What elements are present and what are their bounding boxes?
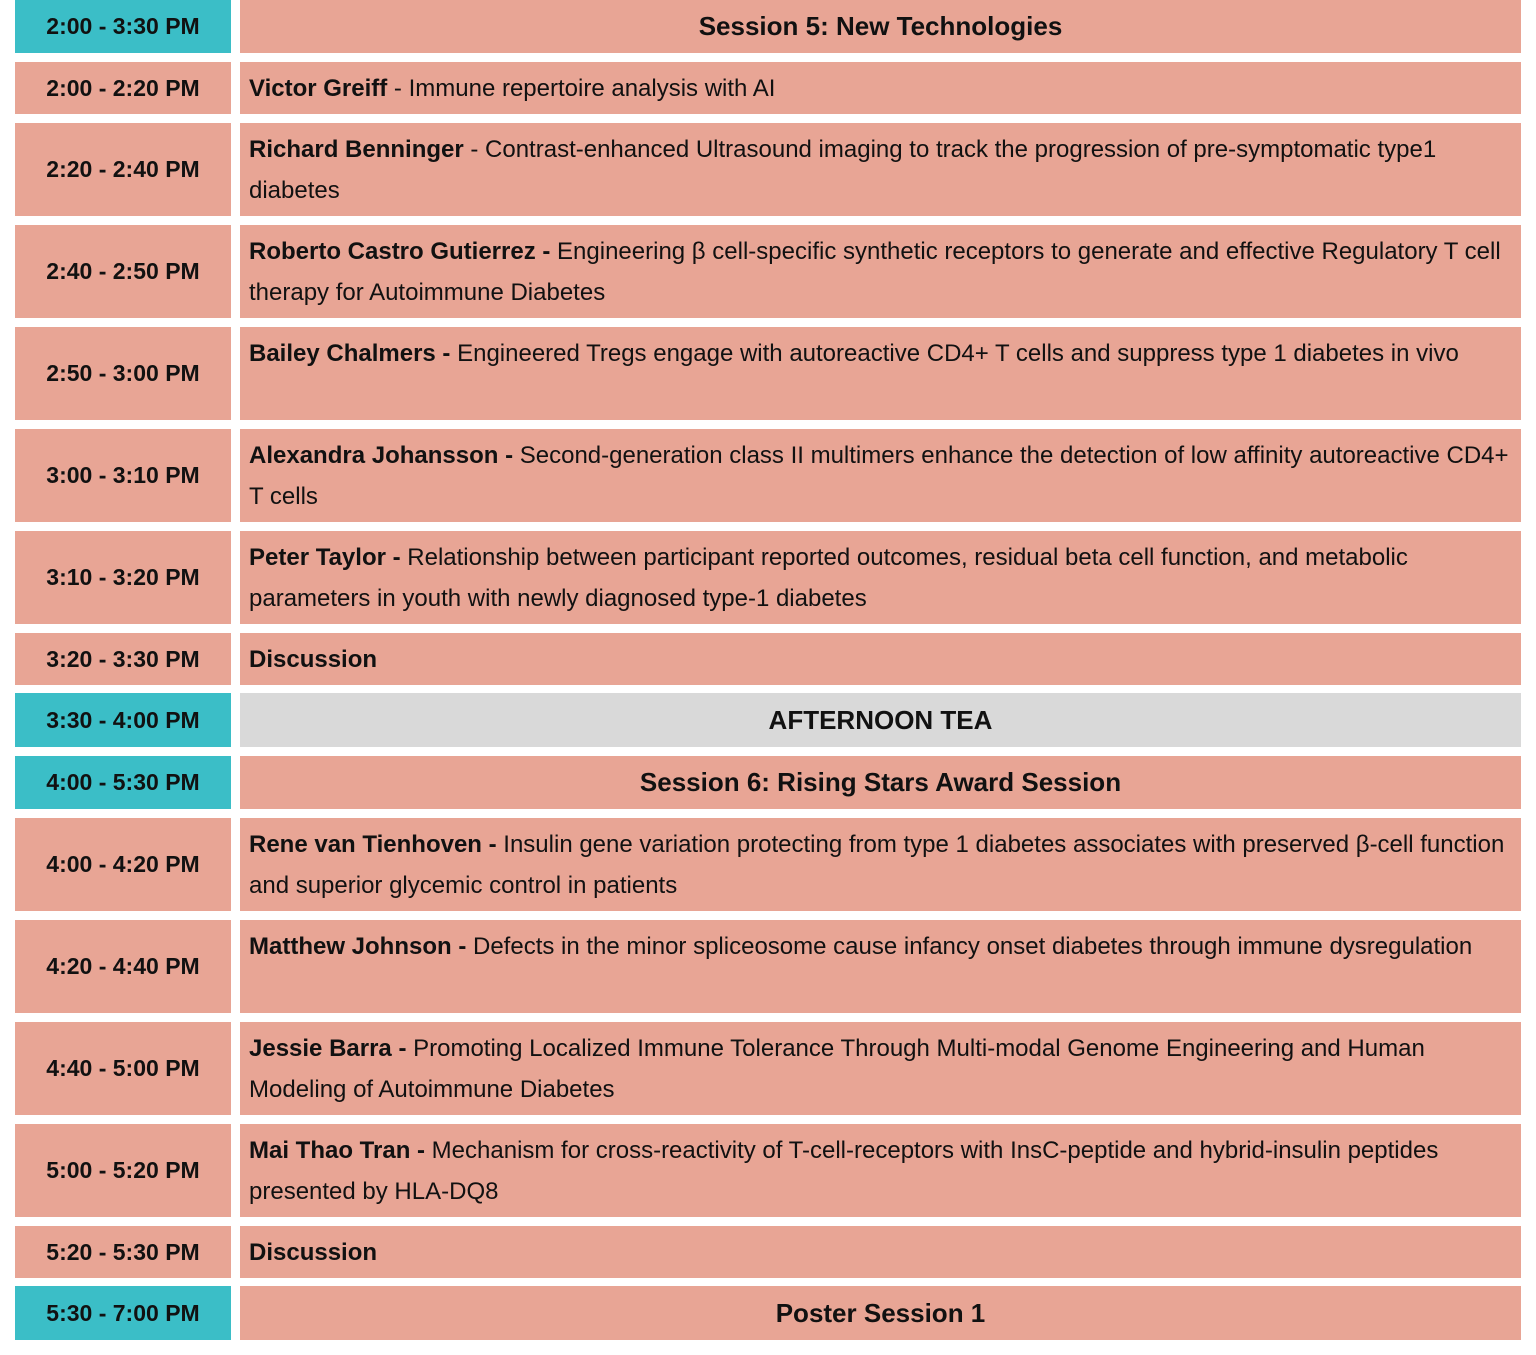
time-slot: 2:40 - 2:50 PM: [15, 225, 231, 318]
talk-cell: [240, 62, 1521, 114]
talk-row: [15, 531, 1521, 624]
time-slot: 5:00 - 5:20 PM: [15, 1124, 231, 1217]
speaker-name: Jessie Barra -: [249, 1035, 407, 1062]
talk-cell: [240, 123, 1521, 216]
talk-cell: [240, 327, 1521, 420]
session-title: Session 5: New Technologies: [240, 0, 1521, 53]
time-slot: 4:40 - 5:00 PM: [15, 1022, 231, 1115]
talk-cell: [240, 1022, 1521, 1115]
discussion-cell: [240, 1226, 1521, 1278]
time-slot: 2:20 - 2:40 PM: [15, 123, 231, 216]
discussion-label: Discussion: [249, 1238, 378, 1266]
talk-row: [15, 920, 1521, 1013]
talk-title: Insulin gene variation protecting from type 1 diabetes associates with preserved β-cell function and superior glycemic control in patients: [249, 831, 1505, 899]
speaker-name: Alexandra Johansson -: [249, 442, 514, 469]
time-slot: 4:20 - 4:40 PM: [15, 920, 231, 1013]
talk-row: [15, 225, 1521, 318]
discussion-cell: [240, 633, 1521, 685]
session-title: Poster Session 1: [240, 1286, 1521, 1340]
talk-row: [15, 1124, 1521, 1217]
talk-cell: [240, 818, 1521, 911]
talk-cell: [240, 531, 1521, 624]
time-slot: 5:20 - 5:30 PM: [15, 1226, 231, 1278]
discussion-row: [15, 1226, 1521, 1278]
speaker-name: Mai Thao Tran -: [249, 1137, 426, 1164]
speaker-name: Bailey Chalmers -: [249, 340, 451, 367]
time-slot: 5:30 - 7:00 PM: [15, 1286, 231, 1340]
talk-title: - Immune repertoire analysis with AI: [387, 75, 776, 102]
talk-title: Promoting Localized Immune Tolerance Through Multi-modal Genome Engineering and Human Modeling of Autoimmune Diabetes: [249, 1035, 1425, 1103]
discussion-row: [15, 633, 1521, 685]
time-slot: 2:00 - 2:20 PM: [15, 62, 231, 114]
talk-row: [15, 123, 1521, 216]
talk-row: [15, 327, 1521, 420]
break-title: AFTERNOON TEA: [240, 693, 1521, 747]
talk-title: Second-generation class II multimers enhance the detection of low affinity autoreactive CD4+ T cells: [249, 442, 1509, 510]
talk-cell: [240, 429, 1521, 522]
talk-title: Defects in the minor spliceosome cause infancy onset diabetes through immune dysregulation: [466, 933, 1473, 960]
talk-cell: [240, 1124, 1521, 1217]
talk-title: Mechanism for cross-reactivity of T-cell-receptors with InsC-peptide and hybrid-insulin peptides presented by HLA-DQ8: [249, 1137, 1439, 1205]
break-row: [15, 693, 1521, 747]
time-slot: 3:00 - 3:10 PM: [15, 429, 231, 522]
speaker-name: Peter Taylor -: [249, 544, 401, 571]
time-slot: 3:10 - 3:20 PM: [15, 531, 231, 624]
time-slot: 3:30 - 4:00 PM: [15, 693, 231, 747]
speaker-name: Matthew Johnson -: [249, 933, 467, 960]
talk-cell: [240, 225, 1521, 318]
talk-row: [15, 429, 1521, 522]
talk-title: - Contrast-enhanced Ultrasound imaging to track the progression of pre-symptomatic type1 diabetes: [249, 136, 1437, 204]
talk-row: [15, 62, 1521, 114]
talk-title: Relationship between participant reported outcomes, residual beta cell function, and metabolic parameters in youth with newly diagnosed type-1 diabetes: [249, 544, 1408, 612]
time-slot: 3:20 - 3:30 PM: [15, 633, 231, 685]
talk-cell: [240, 920, 1521, 1013]
speaker-name: Roberto Castro Gutierrez -: [249, 238, 551, 265]
talk-row: [15, 818, 1521, 911]
speaker-name: Victor Greiff: [249, 75, 388, 102]
time-slot: 4:00 - 4:20 PM: [15, 818, 231, 911]
session-header-row: [15, 0, 1521, 53]
time-slot: 2:50 - 3:00 PM: [15, 327, 231, 420]
discussion-label: Discussion: [249, 645, 378, 673]
session-header-row: [15, 1286, 1521, 1340]
time-slot: 4:00 - 5:30 PM: [15, 756, 231, 809]
time-slot: 2:00 - 3:30 PM: [15, 0, 231, 53]
speaker-name: Richard Benninger: [249, 136, 464, 163]
session-header-row: [15, 756, 1521, 809]
talk-row: [15, 1022, 1521, 1115]
speaker-name: Rene van Tienhoven -: [249, 831, 497, 858]
talk-title: Engineering β cell-specific synthetic receptors to generate and effective Regulatory T cell therapy for Autoimmune Diabetes: [249, 238, 1501, 306]
session-title: Session 6: Rising Stars Award Session: [240, 756, 1521, 809]
talk-title: Engineered Tregs engage with autoreactive CD4+ T cells and suppress type 1 diabetes in vivo: [450, 340, 1459, 367]
